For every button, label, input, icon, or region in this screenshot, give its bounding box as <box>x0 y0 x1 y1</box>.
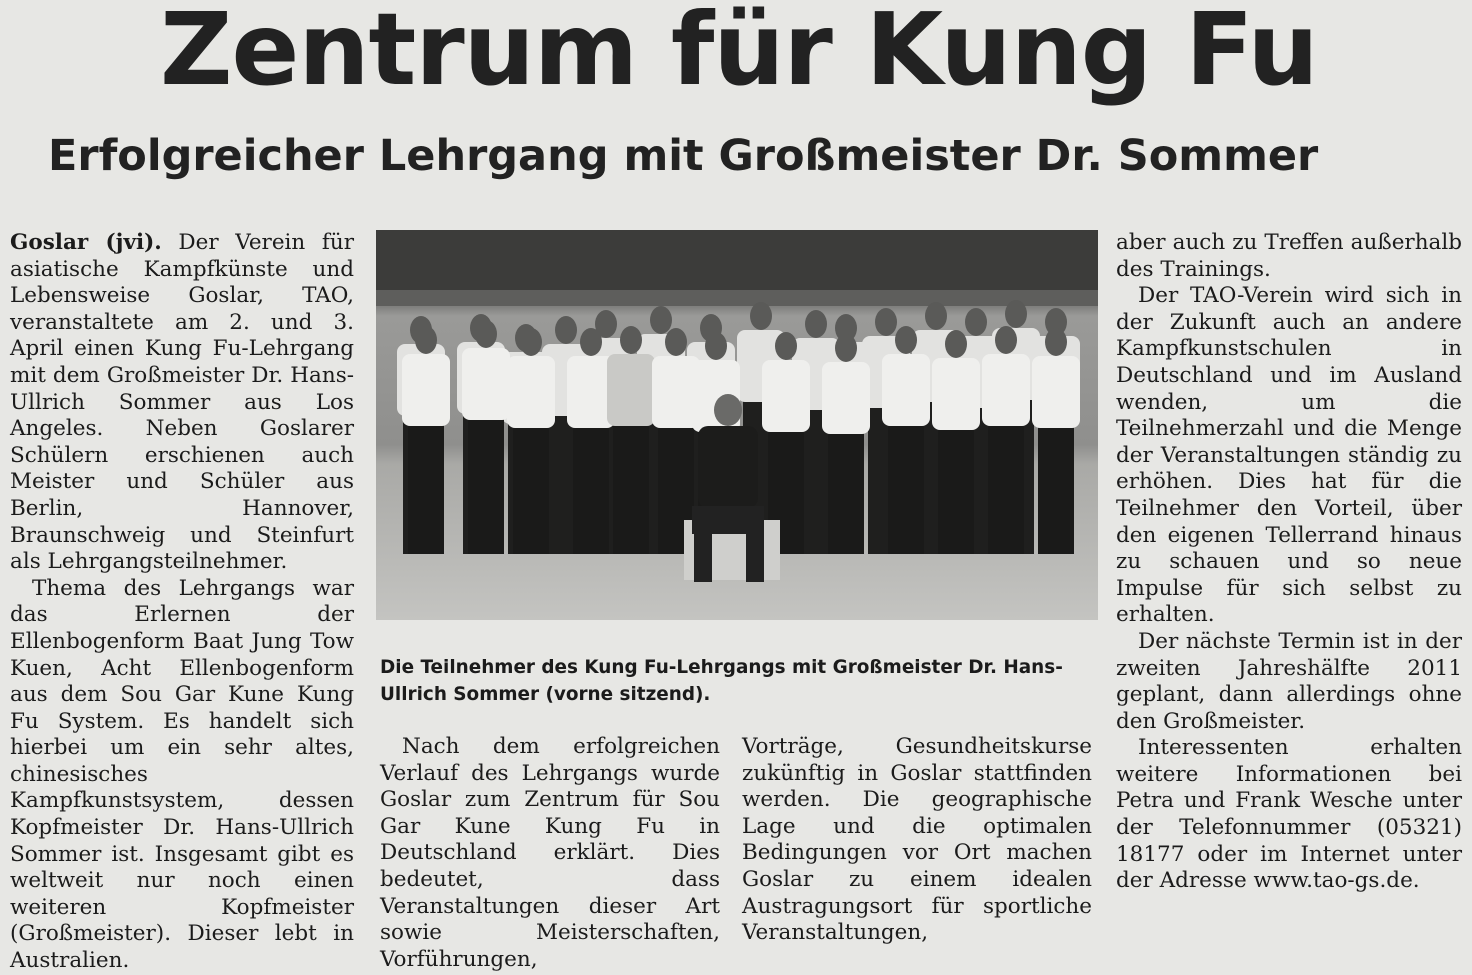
article-column-left <box>10 230 354 975</box>
article-column-middle-b <box>742 734 1092 947</box>
participant-figure <box>1032 328 1080 554</box>
participant-figure <box>507 328 555 554</box>
paragraph: Der TAO-Verein wird sich in der Zukunft auch an andere Kampfkunstschulen in Deutschland und im Ausland wenden, um die Teilnehmerzahl und die Menge der Veranstaltungen ständig zu erhöhen. Dies hat für die Teilnehmer den Vorteil, über den eigenen Tellerrand hinaus zu schauen und so neue Impulse für sich selbst zu erhalten. <box>1116 283 1462 628</box>
subheadline: Erfolgreicher Lehrgang mit Großmeister Dr. Sommer <box>48 131 1319 181</box>
paragraph: Nach dem erfolgreichen Verlauf des Lehrgangs wurde Goslar zum Zentrum für Sou Gar Kune Kung Fu in Deutschland erklärt. Dies bedeutet, dass Veranstaltungen dieser Art sowie Meisterschaften, Vorführungen, <box>380 734 720 972</box>
paragraph: Interessenten erhalten weitere Informationen bei Petra und Frank Wesche unter der Telefonnummer (05321) 18177 oder im Internet unter der Adresse www.tao-gs.de. <box>1116 735 1462 894</box>
participant-figure <box>932 330 980 554</box>
paragraph: Der nächste Termin ist in der zweiten Jahreshälfte 2011 geplant, dann allerdings ohne den Großmeister. <box>1116 628 1462 734</box>
participant-figure <box>882 326 930 554</box>
participant-figure <box>982 326 1030 554</box>
paragraph: Thema des Lehrgangs war das Erlernen der Ellenbogenform Baat Jung Tow Kuen, Acht Ellenbogenform aus dem Sou Gar Kune Kung Fu System. Es handelt sich hierbei um ein sehr altes, chinesisches Kampfkunstsystem, dessen Kopfmeister Dr. Hans-Ullrich Sommer ist. Insgesamt gibt es weltweit nur noch einen weiteren Kopfmeister (Großmeister). Dieser lebt in Australien. <box>10 575 354 974</box>
participant-figure <box>607 326 655 554</box>
article-column-middle-a <box>380 734 720 973</box>
paragraph: aber auch zu Treffen außerhalb des Trainings. <box>1116 230 1462 282</box>
headline: Zentrum für Kung Fu <box>160 0 1318 108</box>
group-photo-image <box>376 230 1098 620</box>
photo-caption: Die Teilnehmer des Kung Fu-Lehrgangs mit Großmeister Dr. Hans-Ullrich Sommer (vorne sitzend). <box>380 657 1063 705</box>
participant-figure <box>822 334 870 554</box>
participant-figure <box>402 326 450 554</box>
paragraph: Vorträge, Gesundheitskurse zukünftig in Goslar stattfinden werden. Die geographische Lage und die optimalen Bedingungen vor Ort machen Goslar zu einem idealen Austragungsort für sportliche Veranstaltungen, <box>742 734 1092 946</box>
paragraph-text: Der Verein für asiatische Kampfkünste und Lebensweise Goslar, TAO, veranstaltete am 2. und 3. April einen Kung Fu-Lehrgang mit dem Großmeister Dr. Hans-Ullrich Sommer aus Los Angeles. Neben Goslarer Schülern erschienen auch Meister und Schüler aus Berlin, Hannover, Braunschweig und Steinfurt als Lehrgangsteilnehmer. <box>10 230 354 575</box>
participant-figure <box>462 320 510 554</box>
dateline: Goslar (jvi). <box>10 230 162 255</box>
group-photo <box>376 230 1098 620</box>
article-column-right <box>1116 230 1462 895</box>
paragraph <box>10 230 354 576</box>
